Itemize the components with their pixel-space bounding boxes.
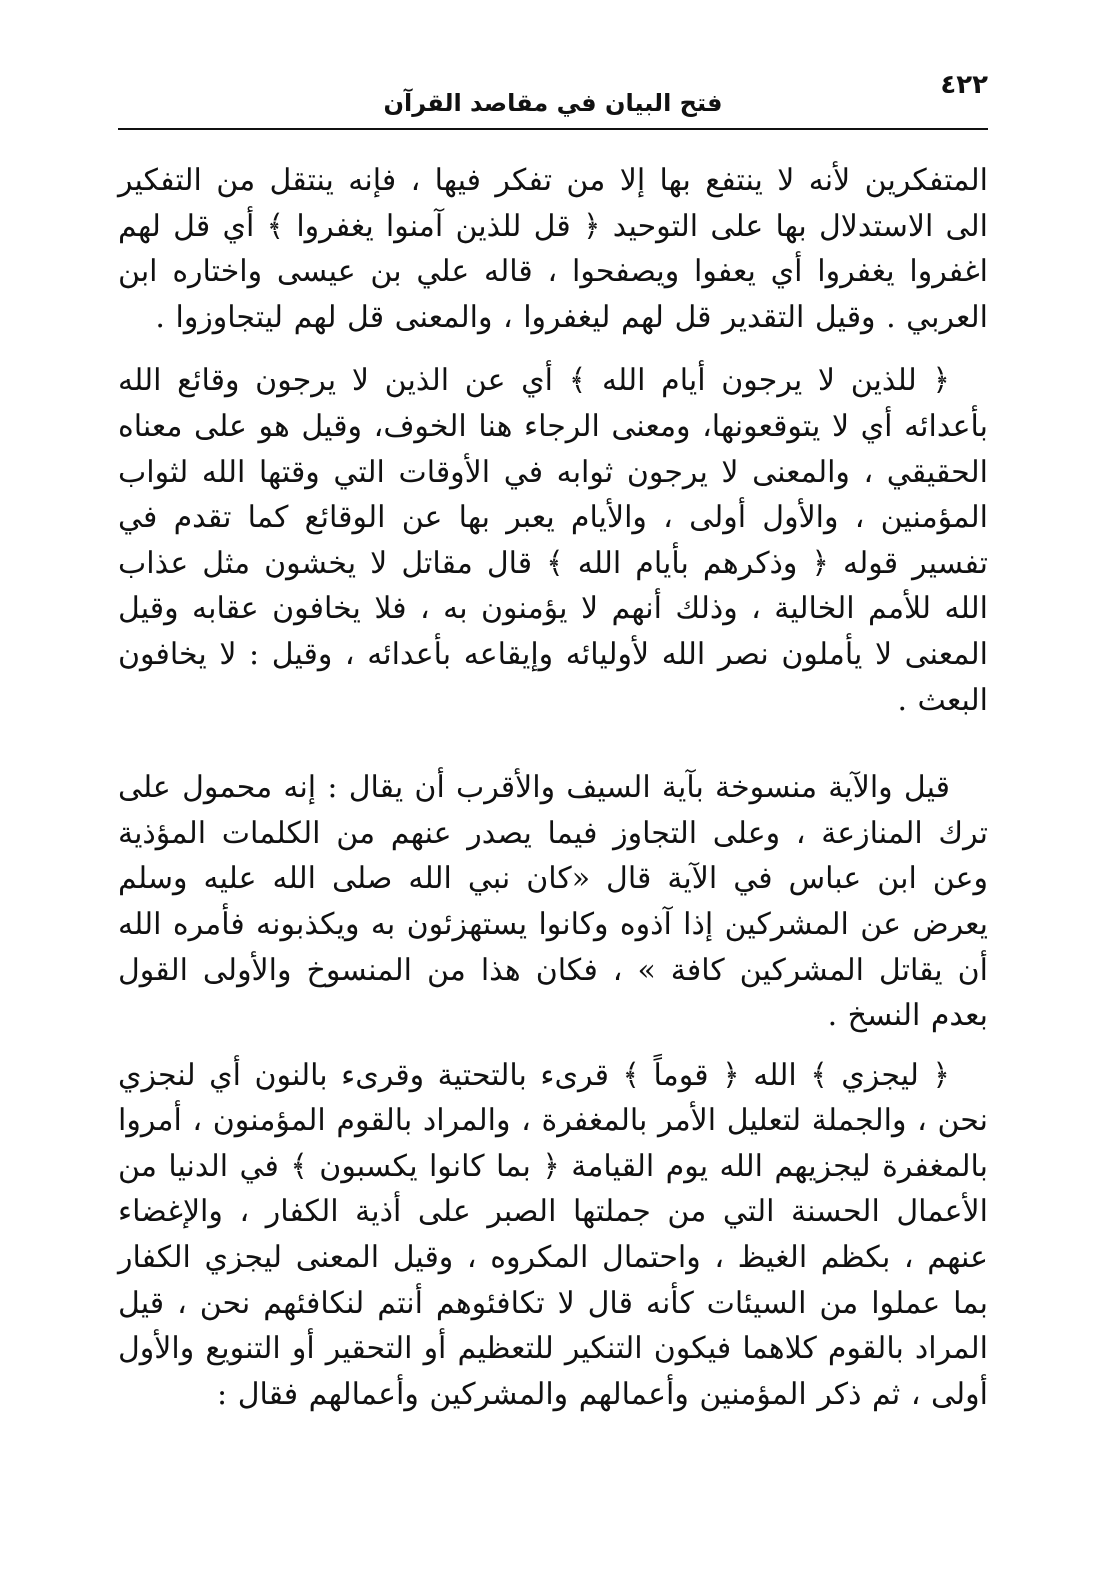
paragraph-recompense: ﴿ ليجزي ﴾ الله ﴿ قوماً ﴾ قرىء بالتحتية وقرىء بالنون أي لنجزي نحن ، والجملة لتعليل الأمر بالمغفرة ، والمراد بالقوم المؤمنون ، أمروا بالمغفرة ليجزيهم الله يوم القيامة ﴿ بما كانوا يكسبون ﴾ في الدنيا من الأعمال الحسنة التي من جملتها الصبر على أذية الكفار ، والإغضاء عنهم ، بكظم الغيظ ، واحتمال المكروه ، وقيل المعنى ليجزي الكفار بما عملوا من السيئات كأنه قال لا تكافئوهم أنتم لنكافئهم نحن ، قيل المراد بالقوم كلاهما فيكون التنكير للتعظيم أو التحقير أو التنويع والأول أولى ، ثم ذكر المؤمنين وأعمالهم والمشركين وأعمالهم فقال : — [118, 1057, 988, 1412]
running-header — [118, 66, 988, 130]
page-number: ٤٢٢ — [940, 70, 988, 100]
book-title: فتح البيان في مقاصد القرآن — [383, 89, 723, 117]
paragraph-verse-forgive: المتفكرين لأنه لا ينتفع بها إلا من تفكر فيها ، فإنه ينتقل من التفكير الى الاستدلال بها على التوحيد ﴿ قل للذين آمنوا يغفروا ﴾ أي قل لهم اغفروا يغفروا أي يعفوا ويصفحوا ، قاله علي بن عيسى واختاره ابن العربي . وقيل التقدير قل لهم ليغفروا ، والمعنى قل لهم ليتجاوزوا . — [118, 163, 988, 335]
paragraph-days-of-allah: ﴿ للذين لا يرجون أيام الله ﴾ أي عن الذين لا يرجون وقائع الله بأعدائه أي لا يتوقعونها، ومعنى الرجاء هنا الخوف، وقيل هو على معناه الحقيقي ، والمعنى لا يرجون ثوابه في الأوقات التي وقتها الله لثواب المؤمنين ، والأول أولى ، والأيام يعبر بها عن الوقائع كما تقدم في تفسير قوله ﴿ وذكرهم بأيام الله ﴾ قال مقاتل لا يخشون مثل عذاب الله للأمم الخالية ، وذلك أنهم لا يؤمنون به ، فلا يخافون عقابه وقيل المعنى لا يأملون نصر الله لأوليائه وإيقاعه بأعدائه ، وقيل : لا يخافون البعث . — [118, 363, 988, 718]
paragraph-abrogation: قيل والآية منسوخة بآية السيف والأقرب أن يقال : إنه محمول على ترك المنازعة ، وعلى التجاوز فيما يصدر عنهم من الكلمات المؤذية وعن ابن عباس في الآية قال «كان نبي الله صلى الله عليه وسلم يعرض عن المشركين إذا آذوه وكانوا يستهزئون به ويكذبونه فأمره الله أن يقاتل المشركين كافة » ، فكان هذا من المنسوخ والأولى القول بعدم النسخ . — [118, 770, 988, 1034]
page-body — [118, 158, 988, 1417]
header-rule — [118, 128, 988, 130]
